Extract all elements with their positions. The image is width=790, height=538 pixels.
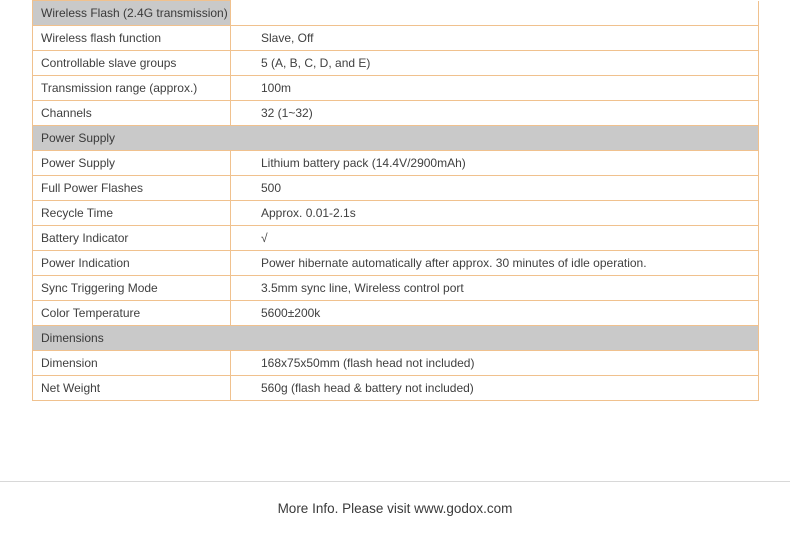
spec-row [33,76,759,101]
spec-value-cell: 560g (flash head & battery not included) [231,376,759,401]
spec-row [33,301,759,326]
spec-value-cell: Approx. 0.01-2.1s [231,201,759,226]
spec-label-cell: Controllable slave groups [33,51,231,76]
spec-row [33,251,759,276]
spec-row [33,26,759,51]
spec-value-cell: 32 (1~32) [231,101,759,126]
spec-row [33,226,759,251]
section-row [33,126,759,151]
section-blank-cell [231,1,759,26]
section-row [33,326,759,351]
spec-row [33,201,759,226]
spec-label-cell: Power Supply [33,151,231,176]
spec-value-cell: Slave, Off [231,26,759,51]
spec-value-cell: 500 [231,176,759,201]
spec-value-cell: Lithium battery pack (14.4V/2900mAh) [231,151,759,176]
spec-label-cell: Dimension [33,351,231,376]
spec-row [33,276,759,301]
spec-row [33,376,759,401]
spec-value-cell: 5600±200k [231,301,759,326]
section-header-cell: Power Supply [33,126,759,151]
spec-value-cell: 5 (A, B, C, D, and E) [231,51,759,76]
section-row [33,1,759,26]
spec-value-cell: 100m [231,76,759,101]
section-header-cell: Dimensions [33,326,759,351]
spec-label-cell: Full Power Flashes [33,176,231,201]
spec-label-cell: Battery Indicator [33,226,231,251]
spec-row [33,151,759,176]
spec-row [33,351,759,376]
spec-table-body [33,1,759,401]
spec-label-cell: Net Weight [33,376,231,401]
spec-value-cell: Power hibernate automatically after approx. 30 minutes of idle operation. [231,251,759,276]
spec-label-cell: Wireless flash function [33,26,231,51]
spec-label-cell: Recycle Time [33,201,231,226]
spec-label-cell: Transmission range (approx.) [33,76,231,101]
footer-divider [0,481,790,482]
section-header-cell: Wireless Flash (2.4G transmission) [33,1,231,26]
spec-row [33,101,759,126]
footer-note: More Info. Please visit www.godox.com [277,501,513,516]
spec-value-cell: 3.5mm sync line, Wireless control port [231,276,759,301]
spec-row [33,176,759,201]
spec-value-cell: 168x75x50mm (flash head not included) [231,351,759,376]
spec-table [32,0,759,401]
spec-label-cell: Color Temperature [33,301,231,326]
spec-label-cell: Power Indication [33,251,231,276]
spec-label-cell: Channels [33,101,231,126]
spec-value-cell: √ [231,226,759,251]
spec-row [33,51,759,76]
spec-label-cell: Sync Triggering Mode [33,276,231,301]
